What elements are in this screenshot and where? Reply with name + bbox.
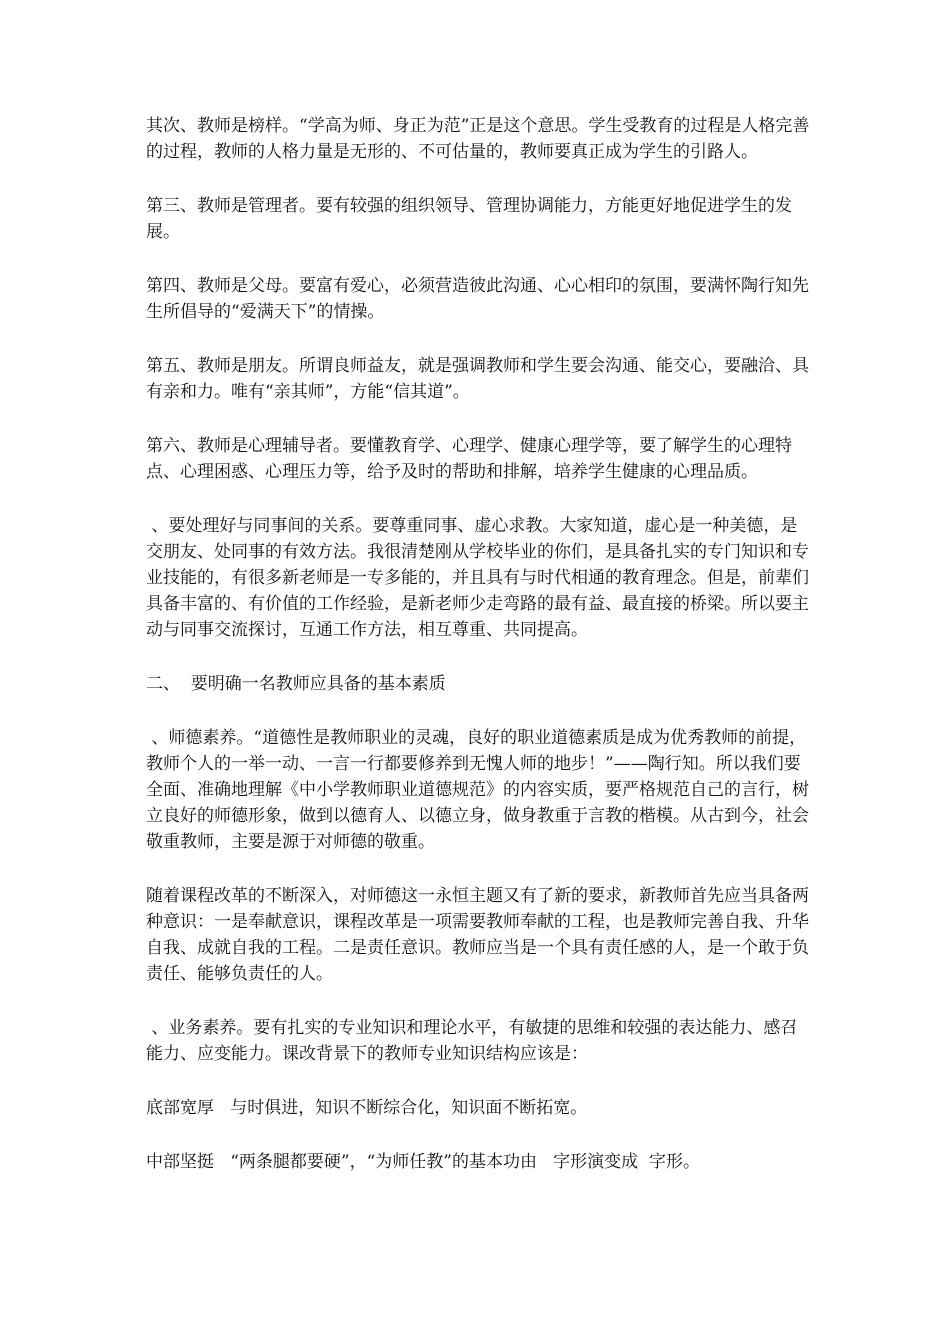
paragraph-colleague-relations: 、要处理好与同事间的关系。要尊重同事、虚心求教。大家知道，虚心是一种美德，是交朋友、处同事的有效方法。我很清楚刚从学校毕业的你们，是具备扎实的专门知识和专业技能的，有很多新老师是一专多能的，并且具有与时代相通的教育理念。但是，前辈们具备丰富的、有价值的工作经验，是新老师少走弯路的最有益、最直接的桥梁。所以要主动与同事交流探讨，互通工作方法，相互尊重、共同提高。 <box>146 516 809 640</box>
paragraph-curriculum-reform: 随着课程改革的不断深入，对师德这一永恒主题又有了新的要求，新教师首先应当具备两种意识：一是奉献意识，课程改革是一项需要教师奉献的工程，也是教师完善自我、升华自我、成就自我的工程。二是责任意识。教师应当是一个具有责任感的人，是一个敢于负责任、能够负责任的人。 <box>146 886 809 984</box>
document-body <box>146 113 810 1203</box>
paragraph-middle-firm: 中部坚挺 “两条腿都要硬”，“为师任教”的基本功由 字形演变成 字形。 <box>146 1152 700 1172</box>
section-heading-basic-qualities: 二、 要明确一名教师应具备的基本素质 <box>146 674 446 694</box>
paragraph-teacher-parent: 第四、教师是父母。要富有爱心，必须营造彼此沟通、心心相印的氛围，要满怀陶行知先生所倡导的“爱满天下”的情操。 <box>146 276 809 322</box>
paragraph-professional-quality: 、业务素养。要有扎实的专业知识和理论水平，有敏捷的思维和较强的表达能力、感召能力、应变能力。课改背景下的教师专业知识结构应该是： <box>146 1018 798 1064</box>
paragraph-teacher-manager: 第三、教师是管理者。要有较强的组织领导、管理协调能力，方能更好地促进学生的发展。 <box>146 196 792 242</box>
paragraph-teacher-counselor: 第六、教师是心理辅导者。要懂教育学、心理学、健康心理学等，要了解学生的心理特点、心理困惑、心理压力等，给予及时的帮助和排解，培养学生健康的心理品质。 <box>146 436 792 482</box>
paragraph-base-broad: 底部宽厚 与时俱进，知识不断综合化，知识面不断拓宽。 <box>146 1098 588 1118</box>
paragraph-teacher-role-model: 其次、教师是榜样。“学高为师、身正为范”正是这个意思。学生受教育的过程是人格完善的过程，教师的人格力量是无形的、不可估量的，教师要真正成为学生的引路人。 <box>146 116 810 162</box>
paragraph-ethics: 、师德素养。“道德性是教师职业的灵魂，良好的职业道德素质是成为优秀教师的前提，教师个人的一举一动、一言一行都要修养到无愧人师的地步！”——陶行知。所以我们要全面、准确地理解《中小学教师职业道德规范》的内容实质，要严格规范自己的言行，树立良好的师德形象，做到以德育人、以德立身，做身教重于言教的楷模。从古到今，社会敬重教师，主要是源于对师德的敬重。 <box>146 728 809 852</box>
paragraph-teacher-friend: 第五、教师是朋友。所谓良师益友，就是强调教师和学生要会沟通、能交心，要融洽、具有亲和力。唯有“亲其师”，方能“信其道”。 <box>146 356 809 402</box>
